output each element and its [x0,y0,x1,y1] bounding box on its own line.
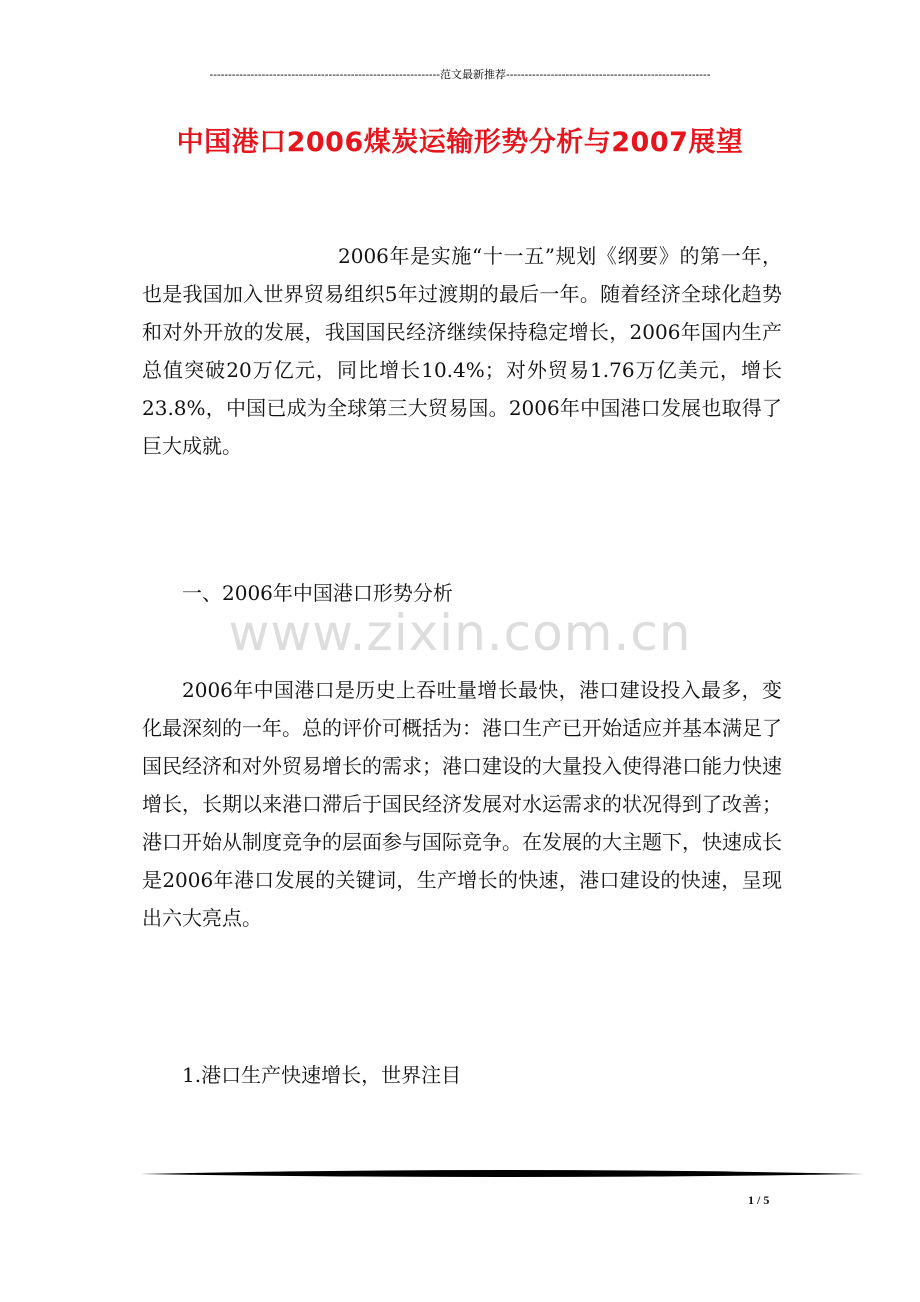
paragraph-analysis: 2006年中国港口是历史上吞吐量增长最快，港口建设投入最多，变化最深刻的一年。总的评价可概括为：港口生产已开始适应并基本满足了国民经济和对外贸易增长的需求；港口建设的大量投入使得港口能力快速增长，长期以来港口滞后于国民经济发展对水运需求的状况得到了改善；港口开始从制度竞争的层面参与国际竞争。在发展的大主题下，快速成长是2006年港口发展的关键词，生产增长的快速，港口建设的快速，呈现出六大亮点。 [142,678,782,930]
watermark: www.zixin.com.cn [228,604,692,662]
page-number: 1 / 5 [748,1193,770,1207]
paragraph-intro: 2006年是实施“十一五”规划《纲要》的第一年，也是我国加入世界贸易组织5年过渡期的最后一年。随着经济全球化趋势和对外开放的发展，我国国民经济继续保持稳定增长，2006年国内生产总值突破20万亿元，同比增长10.4%；对外贸易1.76万亿美元，增长23.8%，中国已成为全球第三大贸易国。2006年中国港口发展也取得了巨大成就。 [142,244,782,458]
section-heading-1: 一、2006年中国港口形势分析 [182,581,453,605]
page-header [140,66,780,82]
section-heading-2: 1.港口生产快速增长，世界注目 [182,1063,462,1087]
footer-rule [140,1167,864,1181]
header-label: 范文最新推荐 [440,68,506,81]
header-dashes-left: -------------------------------------------------------------- [209,68,440,81]
document-title: 中国港口2006煤炭运输形势分析与2007展望 [176,127,744,158]
header-dashes-right: ------------------------------------------------------- [506,68,711,81]
